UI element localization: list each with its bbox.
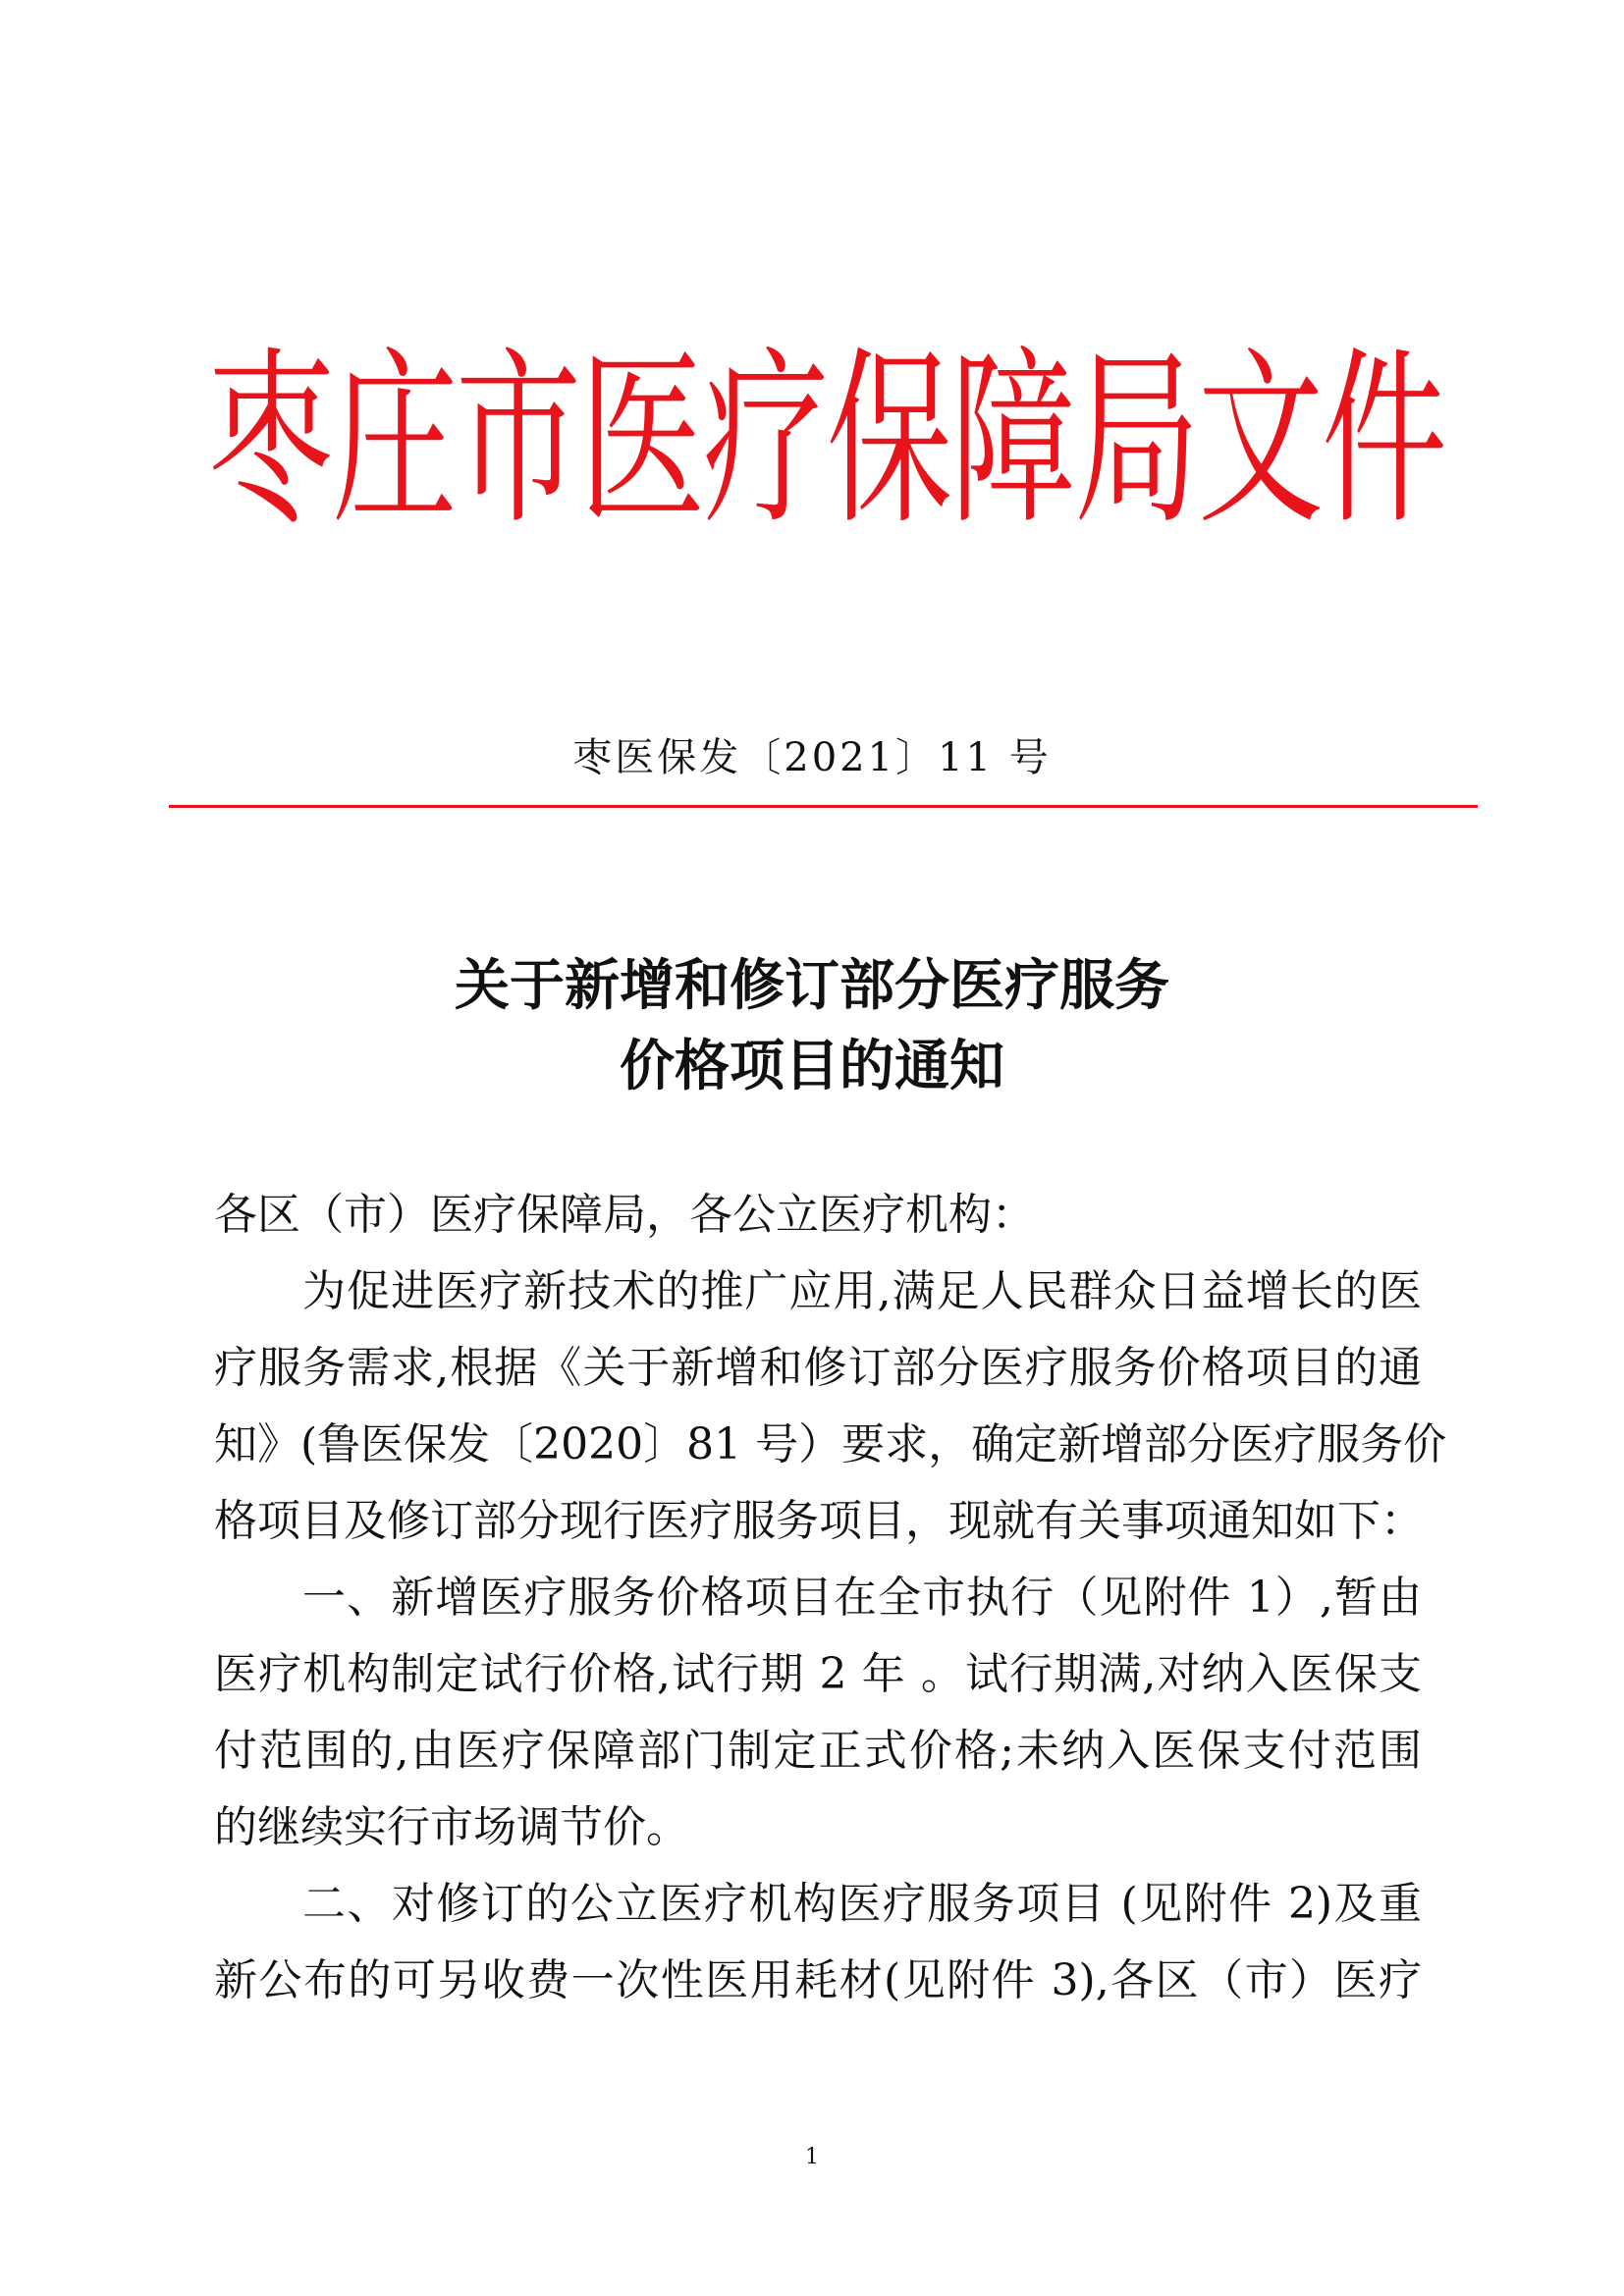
salutation: 各区（市）医疗保障局，各公立医疗机构： [214,1190,1035,1240]
body-line: 医疗机构制定试行价格,试行期 2 年 。试行期满,对纳入医保支 [214,1649,1422,1699]
document-title-line-1: 关于新增和修订部分医疗服务 [455,954,1169,1018]
body-line: 知》(鲁医保发〔2020〕81 号）要求，确定新增部分医疗服务价 [214,1419,1447,1469]
page-number: 1 [805,2145,819,2169]
body-line: 二、对修订的公立医疗机构医疗服务项目 (见附件 2)及重 [302,1879,1422,1929]
document-title-line-2: 价格项目的通知 [620,1035,1004,1098]
body-line: 新公布的可另收费一次性医用耗材(见附件 3),各区（市）医疗 [214,1955,1422,2005]
body-line: 疗服务需求,根据《关于新增和修订部分医疗服务价格项目的通 [214,1343,1422,1393]
body-line: 一、新增医疗服务价格项目在全市执行（见附件 1）,暂由 [302,1573,1422,1623]
red-divider [169,805,1478,808]
issuing-authority-header: 枣庄市医疗保障局文件 [208,331,1446,551]
body-line: 格项目及修订部分现行医疗服务项目，现就有关事项通知如下： [214,1496,1424,1546]
body-line: 付范围的,由医疗保障部门制定正式价格;未纳入医保支付范围 [214,1726,1422,1776]
body-line: 的继续实行市场调节价。 [214,1802,689,1852]
document-number: 枣医保发〔2021〕11 号 [572,735,1052,780]
body-line: 为促进医疗新技术的推广应用,满足人民群众日益增长的医 [302,1266,1422,1316]
